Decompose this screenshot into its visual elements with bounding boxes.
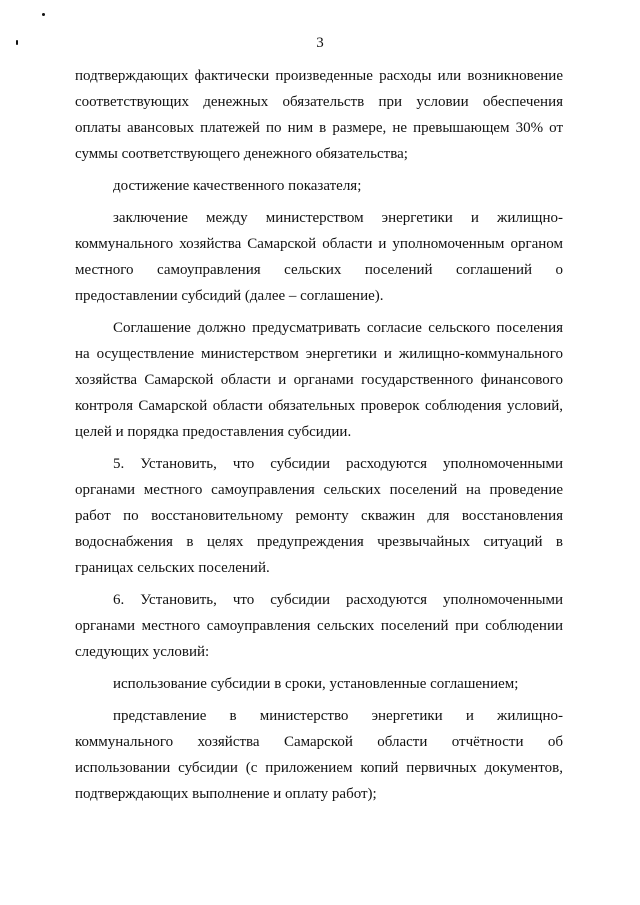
- text-line: заключение между министерством энергетики и жилищно-: [113, 210, 563, 226]
- text-line: соответствующих денежных обязательств при условии обеспечения: [75, 94, 563, 110]
- text-line: представление в министерство энергетики и жилищно-: [113, 708, 563, 724]
- text-line: границах сельских поселений.: [75, 560, 270, 576]
- numbered-paragraph: [75, 451, 563, 581]
- text-line: Соглашение должно предусматривать согласие сельского поселения: [113, 320, 563, 336]
- text-line: хозяйства Самарской области и органами государственного финансового: [75, 372, 563, 388]
- text-line: оплаты авансовых платежей по ним в размере, не превышающем 30% от: [75, 120, 563, 136]
- text-line: подтверждающих выполнение и оплату работ);: [75, 786, 377, 802]
- text-line: использование субсидии в сроки, установленные соглашением;: [113, 676, 519, 692]
- text-line: на осуществление министерством энергетики и жилищно-коммунального: [75, 346, 563, 362]
- text-line: коммунального хозяйства Самарской области отчётности об: [75, 734, 563, 750]
- page-number: 3: [316, 35, 324, 51]
- text-line: суммы соответствующего денежного обязательства;: [75, 146, 408, 162]
- paragraph: [75, 671, 563, 697]
- text-line: использовании субсидии (с приложением копий первичных документов,: [75, 760, 563, 776]
- paragraph: [75, 315, 563, 445]
- text-line: следующих условий:: [75, 644, 210, 660]
- paragraph: [75, 173, 563, 199]
- text-line: органами местного самоуправления сельских поселений на проведение: [75, 482, 563, 498]
- paragraph: [75, 63, 563, 167]
- text-line: предоставлении субсидий (далее – соглашение).: [75, 288, 384, 304]
- text-line: 5. Установить, что субсидии расходуются уполномоченными: [113, 456, 563, 472]
- document-body: [75, 63, 563, 807]
- text-line: достижение качественного показателя;: [113, 178, 362, 194]
- text-line: органами местного самоуправления сельских поселений при соблюдении: [75, 618, 563, 634]
- paragraph: [75, 205, 563, 309]
- text-line: подтверждающих фактически произведенные расходы или возникновение: [75, 68, 563, 84]
- text-line: контроля Самарской области обязательных проверок соблюдения условий,: [75, 398, 563, 414]
- text-line: местного самоуправления сельских поселений соглашений о: [75, 262, 563, 278]
- text-line: водоснабжения в целях предупреждения чрезвычайных ситуаций в: [75, 534, 563, 550]
- paragraph: [75, 703, 563, 807]
- text-line: коммунального хозяйства Самарской области и уполномоченным органом: [75, 236, 563, 252]
- text-line: целей и порядка предоставления субсидии.: [75, 424, 352, 440]
- scan-speck: [42, 13, 45, 16]
- text-line: работ по восстановительному ремонту скважин для восстановления: [75, 508, 563, 524]
- numbered-paragraph: [75, 587, 563, 665]
- text-line: 6. Установить, что субсидии расходуются уполномоченными: [113, 592, 563, 608]
